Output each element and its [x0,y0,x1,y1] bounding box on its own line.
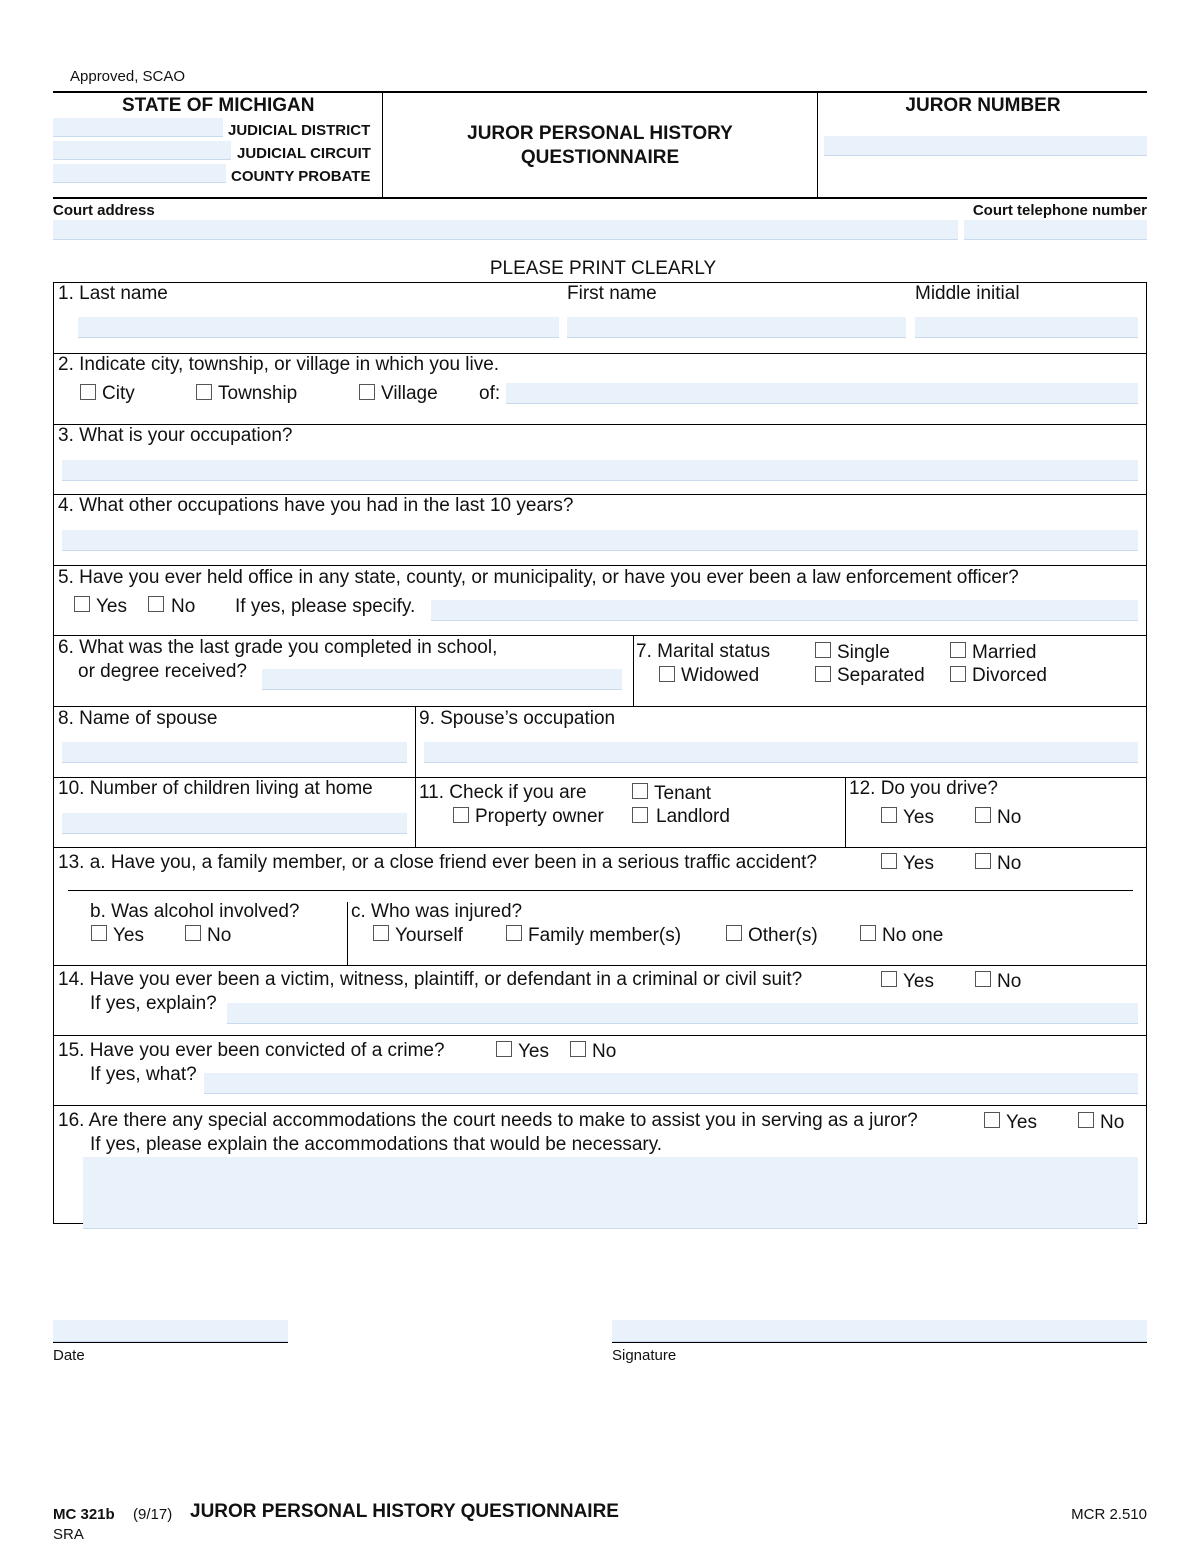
sra-code: SRA [53,1526,84,1543]
widowed-checkbox[interactable] [659,666,675,682]
signature-line [612,1342,1147,1343]
q16-explain-input[interactable] [83,1157,1138,1229]
single-checkbox[interactable] [815,642,831,658]
form-revision: (9/17) [133,1506,173,1523]
row-sep-4 [53,565,1147,566]
tenant-checkbox[interactable] [632,783,648,799]
spouse-name-input[interactable] [62,742,407,763]
q6-text-line2: or degree received? [78,661,247,682]
q13b-q13c-divider [347,902,348,965]
q8-text: 8. Name of spouse [58,708,218,729]
city-checkbox[interactable] [80,384,96,400]
county-probate-label: COUNTY PROBATE [231,168,371,185]
divorced-label: Divorced [972,665,1047,686]
q10-text: 10. Number of children living at home [58,778,373,799]
q15-yes-checkbox[interactable] [496,1041,512,1057]
row-sep-10 [53,1035,1147,1036]
family-member-label: Family member(s) [528,925,682,946]
q5-specify-label: If yes, please specify. [235,596,416,617]
q11-text: 11. Check if you are [419,782,587,803]
widowed-label: Widowed [681,665,760,686]
q12-no-label: No [997,807,1022,828]
header-top-rule [53,91,1147,93]
q15-yes-label: Yes [518,1041,549,1062]
q14-yes-checkbox[interactable] [881,971,897,987]
signature-label: Signature [612,1347,677,1364]
court-phone-field[interactable] [964,220,1147,240]
q16-no-label: No [1100,1112,1125,1133]
q13a-yes-label: Yes [903,853,934,874]
q15-what-label: If yes, what? [90,1064,197,1085]
q13b-no-label: No [207,925,232,946]
q15-no-label: No [592,1041,617,1062]
approval-text: Approved, SCAO [70,68,186,85]
q12-text: 12. Do you drive? [849,778,998,799]
single-label: Single [837,642,890,663]
q13b-yes-label: Yes [113,925,144,946]
q7-text: 7. Marital status [636,641,771,662]
family-member-checkbox[interactable] [506,925,522,941]
juror-number-field[interactable] [824,136,1147,156]
header-divider-left [382,92,383,198]
spouse-occupation-input[interactable] [424,742,1138,763]
court-address-label: Court address [53,202,155,219]
row-sep-11 [53,1105,1147,1106]
form-title-line1: JUROR PERSONAL HISTORY [467,123,733,144]
separated-label: Separated [837,665,925,686]
q9-text: 9. Spouse’s occupation [419,708,616,729]
form-number: MC 321b [53,1506,115,1523]
city-label: City [102,383,135,404]
q15-no-checkbox[interactable] [570,1041,586,1057]
judicial-circuit-field[interactable] [53,141,231,160]
q8-q11-divider [415,707,416,847]
township-label: Township [218,383,298,404]
q5-yes-checkbox[interactable] [74,596,90,612]
q13a-text: 13. a. Have you, a family member, or a close friend ever been in a serious traffic accident? [58,852,817,873]
q5-no-label: No [171,596,196,617]
q16-text: 16. Are there any special accommodations the court needs to make to assist you in serving as a juror? [58,1110,918,1131]
juror-number-label: JUROR NUMBER [905,95,1061,116]
q14-explain-label: If yes, explain? [90,993,217,1014]
last-name-label: 1. Last name [58,283,168,304]
date-label: Date [53,1347,85,1364]
court-rule: MCR 2.510 [1071,1506,1147,1523]
q14-yes-label: Yes [903,971,934,992]
q13a-yes-checkbox[interactable] [881,853,897,869]
state-label: STATE OF MICHIGAN [122,95,315,116]
occupation-input[interactable] [62,460,1138,481]
q5-yes-label: Yes [96,596,127,617]
judicial-circuit-label: JUDICIAL CIRCUIT [237,145,371,162]
court-address-field[interactable] [53,220,958,240]
q13b-text: b. Was alcohol involved? [90,901,300,922]
q16-yes-checkbox[interactable] [984,1112,1000,1128]
village-label: Village [381,383,438,404]
print-notice: PLEASE PRINT CLEARLY [489,258,717,279]
q13b-no-checkbox[interactable] [185,925,201,941]
q13a-no-label: No [997,853,1022,874]
signature-input[interactable] [612,1320,1147,1342]
judicial-district-label: JUDICIAL DISTRICT [228,122,371,139]
row-sep-8 [53,847,1147,848]
row-sep-5 [53,635,1147,636]
yourself-label: Yourself [395,925,463,946]
court-phone-label: Court telephone number [972,202,1147,219]
q14-text: 14. Have you ever been a victim, witness, plaintiff, or defendant in a criminal or civil suit? [58,969,803,990]
header-bottom-rule [53,197,1147,199]
village-checkbox[interactable] [359,384,375,400]
form-title-line2: QUESTIONNAIRE [520,147,680,168]
tenant-label: Tenant [654,783,712,804]
date-input[interactable] [53,1320,288,1342]
property-owner-checkbox[interactable] [453,807,469,823]
q2-text: 2. Indicate city, township, or village in which you live. [58,354,500,375]
married-checkbox[interactable] [950,642,966,658]
date-line [53,1342,288,1343]
q16-explain-label: If yes, please explain the accommodations that would be necessary. [90,1134,663,1155]
landlord-label: Landlord [656,806,730,827]
others-label: Other(s) [748,925,818,946]
footer-title: JUROR PERSONAL HISTORY QUESTIONNAIRE [190,1501,619,1522]
q11-q12-divider [845,778,846,847]
landlord-checkbox[interactable] [632,807,648,823]
no-one-label: No one [882,925,944,946]
property-owner-label: Property owner [475,806,604,827]
q13b-yes-checkbox[interactable] [91,925,107,941]
of-label: of: [479,383,501,404]
residence-name-input[interactable] [506,383,1138,404]
q5-text: 5. Have you ever held office in any state, county, or municipality, or have you ever been a law enforcement officer? [58,567,1019,588]
q13c-text: c. Who was injured? [351,901,523,922]
q3-text: 3. What is your occupation? [58,425,293,446]
education-input[interactable] [262,669,622,690]
last-name-input[interactable] [78,317,559,338]
q12-no-checkbox[interactable] [975,807,991,823]
q15-text: 15. Have you ever been convicted of a crime? [58,1040,445,1061]
separated-checkbox[interactable] [815,666,831,682]
first-name-input[interactable] [567,317,906,338]
county-probate-field[interactable] [53,164,226,183]
others-checkbox[interactable] [726,925,742,941]
row-sep-13a [68,890,1133,891]
q6-text-line1: 6. What was the last grade you completed in school, [58,637,498,658]
married-label: Married [972,642,1037,663]
children-count-input[interactable] [62,813,407,834]
q16-yes-label: Yes [1006,1112,1037,1133]
row-sep-9 [53,965,1147,966]
middle-initial-label: Middle initial [915,283,1020,304]
q15-what-input[interactable] [204,1073,1138,1094]
q14-no-checkbox[interactable] [975,971,991,987]
q12-yes-label: Yes [903,807,934,828]
q5-specify-input[interactable] [431,600,1138,621]
q14-explain-input[interactable] [227,1003,1138,1024]
no-one-checkbox[interactable] [860,925,876,941]
q12-yes-checkbox[interactable] [881,807,897,823]
middle-initial-input[interactable] [915,317,1138,338]
judicial-district-field[interactable] [53,118,223,137]
first-name-label: First name [567,283,657,304]
yourself-checkbox[interactable] [373,925,389,941]
q16-no-checkbox[interactable] [1078,1112,1094,1128]
q6-q7-divider [633,636,634,706]
divorced-checkbox[interactable] [950,666,966,682]
row-sep-6 [53,706,1147,707]
q13a-no-checkbox[interactable] [975,853,991,869]
q4-text: 4. What other occupations have you had in the last 10 years? [58,495,574,516]
other-occupations-input[interactable] [62,530,1138,551]
q5-no-checkbox[interactable] [148,596,164,612]
q14-no-label: No [997,971,1022,992]
township-checkbox[interactable] [196,384,212,400]
